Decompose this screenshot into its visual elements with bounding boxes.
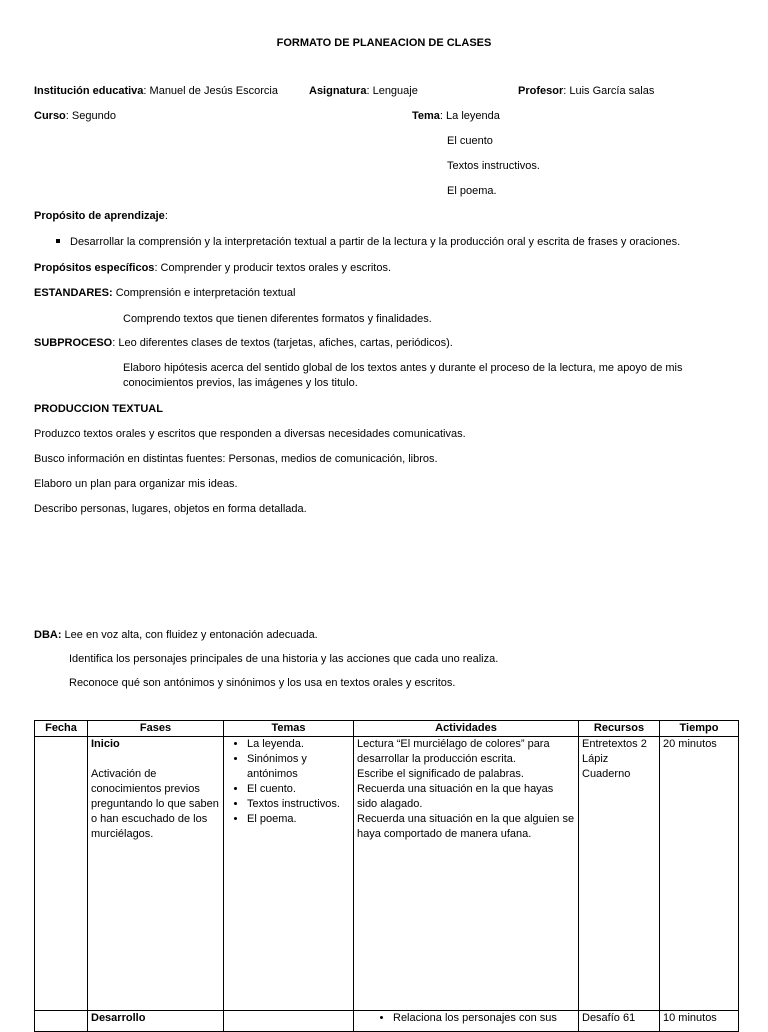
temas-cell: [224, 1011, 354, 1032]
square-bullet-icon: [56, 239, 60, 243]
list-item: • El cuento.: [247, 782, 350, 797]
tema-item: El poema.: [447, 185, 497, 197]
list-item: • Textos instructivos.: [247, 797, 350, 812]
column-header-actividades: Actividades: [354, 721, 579, 737]
institucion-line: [34, 84, 278, 99]
dba-label: DBA:: [34, 629, 62, 641]
column-header-tiempo: Tiempo: [660, 721, 739, 737]
table-header-row: [35, 721, 739, 737]
estandares-label: ESTANDARES:: [34, 287, 113, 299]
fecha-cell: [35, 737, 88, 1011]
table-row: [35, 737, 739, 1011]
actividad-line: Recuerda una situación en la que alguien se haya comportado de manera ufana.: [357, 813, 575, 840]
profesor-value: : Luis García salas: [563, 85, 655, 97]
tema-item: El cuento: [447, 135, 493, 147]
column-header-fases: Fases: [88, 721, 224, 737]
asignatura-value: : Lenguaje: [366, 85, 418, 97]
recursos-cell: Desafío 61: [579, 1011, 660, 1032]
profesor-line: [518, 84, 654, 99]
proposito-item-text: Desarrollar la comprensión y la interpretación textual a partir de la lectura y la producción oral y escrita de frases y oraciones.: [70, 236, 681, 248]
column-header-temas: Temas: [224, 721, 354, 737]
asignatura-line: [309, 84, 418, 99]
tema-value: : La leyenda: [439, 110, 500, 122]
propositos-especificos-value: : Comprender y producir textos orales y escritos.: [154, 262, 392, 274]
curso-value: : Segundo: [65, 110, 116, 122]
document-title: FORMATO DE PLANEACION DE CLASES: [276, 37, 492, 49]
institucion-value: : Manuel de Jesús Escorcia: [143, 85, 278, 97]
recurso-item: Cuaderno: [582, 768, 631, 780]
proposito-heading: [34, 209, 168, 224]
tiempo-cell: 20 minutos: [660, 737, 739, 1011]
dba-value: Lee en voz alta, con fluidez y entonación adecuada.: [61, 629, 318, 641]
asignatura-label: Asignatura: [309, 85, 367, 97]
propositos-especificos-label: Propósitos específicos: [34, 262, 155, 274]
recurso-item: Lápiz: [582, 753, 609, 765]
produccion-heading: [34, 402, 163, 417]
dba-line: [34, 628, 318, 643]
proposito-item: [56, 235, 680, 250]
column-header-recursos: Recursos: [579, 721, 660, 737]
temas-cell: [224, 737, 354, 1011]
produccion-label: PRODUCCION TEXTUAL: [34, 403, 163, 415]
fase-text: Activación de conocimientos previos preguntando lo que saben o han escuchado de los murciélagos.: [91, 768, 219, 840]
institucion-label: Institución educativa: [34, 85, 144, 97]
list-item: • Relaciona los personajes con sus: [393, 1011, 575, 1026]
recurso-item: Entretextos 2: [582, 738, 647, 750]
actividad-line: Lectura “El murciélago de colores” para desarrollar la producción escrita.: [357, 738, 550, 765]
tema-item: Textos instructivos.: [447, 160, 540, 172]
recursos-cell: [579, 737, 660, 1011]
propositos-especificos-line: [34, 261, 391, 276]
subproceso-line: [34, 336, 453, 351]
estandares-value: Comprensión e interpretación textual: [112, 287, 296, 299]
fecha-cell: [35, 1011, 88, 1032]
fase-cell: [88, 1011, 224, 1032]
curso-line: [34, 109, 116, 124]
dba-item: Reconoce qué son antónimos y sinónimos y los usa en textos orales y escritos.: [69, 677, 456, 689]
produccion-line: Describo personas, lugares, objetos en forma detallada.: [34, 503, 307, 515]
planning-table: [34, 720, 739, 1032]
proposito-colon: :: [164, 210, 168, 222]
fase-title: Desarrollo: [91, 1012, 146, 1024]
actividades-cell: [354, 1011, 579, 1032]
list-item: • Sinónimos y antónimos: [247, 752, 350, 782]
list-item: • El poema.: [247, 812, 350, 827]
subproceso-line2: Elaboro hipótesis acerca del sentido global de los textos antes y durante el proceso de la lectura, me apoyo de mis conocimientos previos, las imágenes y los titulo.: [123, 362, 683, 389]
produccion-line: Busco información en distintas fuentes: Personas, medios de comunicación, libros.: [34, 453, 438, 465]
estandares-line2: Comprendo textos que tienen diferentes formatos y finalidades.: [123, 313, 432, 325]
actividad-line: Escribe el significado de palabras.: [357, 768, 524, 780]
produccion-line: Produzco textos orales y escritos que responden a diversas necesidades comunicativas.: [34, 428, 466, 440]
temas-list: [227, 737, 350, 827]
list-item: • La leyenda.: [247, 737, 350, 752]
subproceso-value: : Leo diferentes clases de textos (tarjetas, afiches, cartas, periódicos).: [112, 337, 453, 349]
subproceso-label: SUBPROCESO: [34, 337, 113, 349]
proposito-label: Propósito de aprendizaje: [34, 210, 165, 222]
actividades-cell: [354, 737, 579, 1011]
tema-line: [412, 109, 500, 124]
dba-item: Identifica los personajes principales de una historia y las acciones que cada uno realiza.: [69, 653, 499, 665]
estandares-line: [34, 286, 295, 301]
actividad-line: Recuerda una situación en la que hayas sido alagado.: [357, 783, 554, 810]
table-row: [35, 1011, 739, 1032]
fase-title: Inicio: [91, 738, 120, 750]
column-header-fecha: Fecha: [35, 721, 88, 737]
curso-label: Curso: [34, 110, 66, 122]
tiempo-cell: 10 minutos: [660, 1011, 739, 1032]
profesor-label: Profesor: [518, 85, 564, 97]
produccion-line: Elaboro un plan para organizar mis ideas.: [34, 478, 238, 490]
fase-cell: [88, 737, 224, 1011]
tema-label: Tema: [412, 110, 440, 122]
